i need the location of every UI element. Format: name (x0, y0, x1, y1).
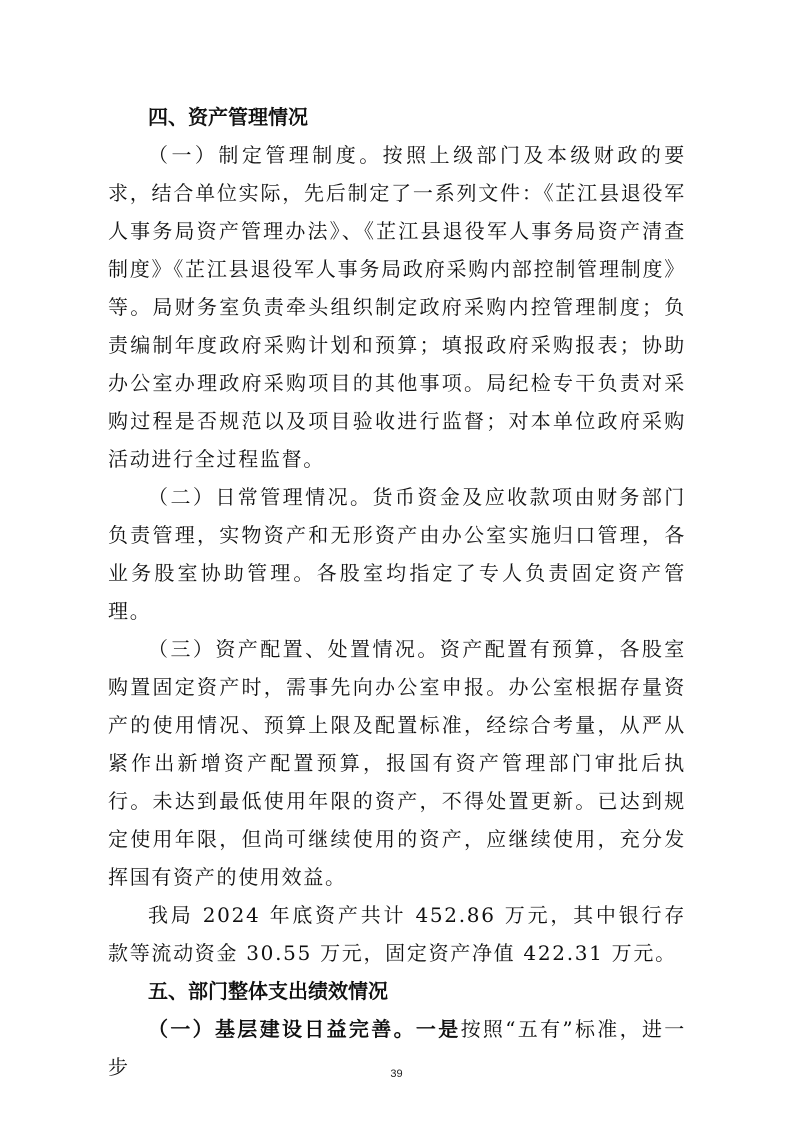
paragraph-daily-management: （二）日常管理情况。货币资金及应收款项由财务部门负责管理，实物资产和无形资产由办公室实施归口管理，各业务股室协助管理。各股室均指定了专人负责固定资产管理。 (108, 485, 686, 623)
paragraph-asset-allocation: （三）资产配置、处置情况。资产配置有预算，各股室购置固定资产时，需事先向办公室申报。办公室根据存量资产的使用情况、预算上限及配置标准，经综合考量，从严从紧作出新增资产配置预算，报国有资产管理部门审批后执行。未达到最低使用年限的资产，不得处置更新。已达到规定使用年限，但尚可继续使用的资产，应继续使用，充分发挥国有资产的使用效益。 (108, 637, 686, 889)
page-content (108, 98, 686, 1086)
page-number: 39 (390, 1068, 403, 1080)
section-heading-asset-management: 四、资产管理情况 (148, 105, 308, 129)
section-heading-performance: 五、部门整体支出绩效情况 (148, 979, 388, 1003)
paragraph-management-system: （一）制定管理制度。按照上级部门及本级财政的要求，结合单位实际，先后制定了一系列文件：《芷江县退役军人事务局资产管理办法》、《芷江县退役军人事务局资产清查制度》《芷江县退役军人事务局政府采购内部控制管理制度》等。局财务室负责牵头组织制定政府采购内控管理制度；负责编制年度政府采购计划和预算；填报政府采购报表；协助办公室办理政府采购项目的其他事项。局纪检专干负责对采购过程是否规范以及项目验收进行监督；对本单位政府采购活动进行全过程监督。 (108, 143, 686, 471)
grassroots-lead-rest: 按照“五有”标准，进一步 (108, 1017, 686, 1079)
grassroots-lead-bold: （一）基层建设日益完善。一是 (148, 1017, 461, 1041)
paragraph-asset-totals: 我局 2024 年底资产共计 452.86 万元，其中银行存款等流动资金 30.55 万元，固定资产净值 422.31 万元。 (108, 903, 686, 965)
